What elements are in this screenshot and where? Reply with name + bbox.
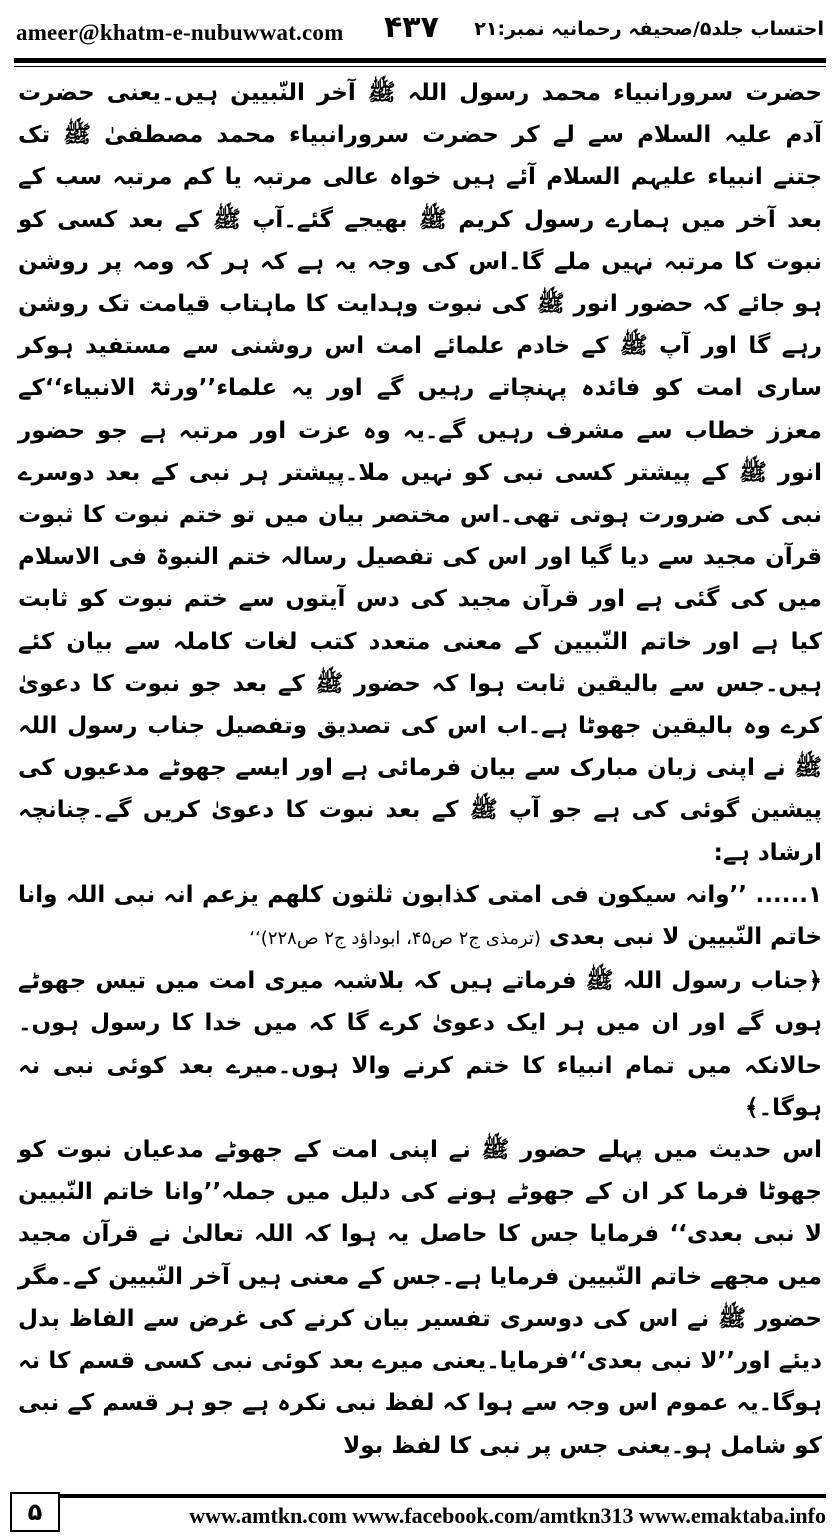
quote-number: ۱...... [755, 881, 822, 908]
header-divider-thin [14, 66, 826, 67]
quote-translation: ﴿جناب رسول اللہ ﷺ فرماتے ہیں کہ بلاشبہ میری امت میں تیس جھوٹے ہوں گے اور ان میں ہر ایک دعویٰ کرے گا کہ میں خدا کا رسول ہوں۔حالانکہ میں تمام انبیاء کا ختم کرنے والا ہوں۔میرے بعد کوئی نبی نہ ہوگا۔﴾ [18, 968, 822, 1121]
closing-paragraph: اس حدیث میں پہلے حضور ﷺ نے اپنی امت کے جھوٹے مدعیان نبوت کو جھوٹا فرما کر ان کے جھوٹے ہونے کی دلیل میں جملہ’’وانا خاتم النّبیین لا نبی بعدی‘‘ فرمایا جس کا حاصل یہ ہوا کہ اللہ تعالیٰ نے قرآن مجید میں مجھے خاتم النّبیین فرمایا ہے۔جس کے معنی ہیں آخر النّبیین کے۔مگر حضور ﷺ نے اس کی دوسری تفسیر بیان کرنے کی غرض سے الفاظ بدل دیئے اور’’لا نبی بعدی‘‘فرمایا۔یعنی میرے بعد کوئی نبی کسی قسم کا نہ ہوگا۔یہ عموم اس وجہ سے ہوا کہ لفظ نبی نکرہ ہے جو ہر قسم کے نبی کو شامل ہو۔یعنی جس پر نبی کا لفظ بولا [18, 1137, 822, 1459]
header-title: احتساب جلد۵/صحیفہ رحمانیہ نمبر:۲۱ [474, 18, 824, 40]
quote-reference: (ترمذی ج۲ ص۴۵، ابوداؤد ج۲ ص۲۲۸)‘‘ [249, 928, 541, 950]
header-divider [14, 58, 826, 63]
quote-arabic: ’’وانہ سیکون فی امتی کذابون ثلثون کلھم یزعم انہ نبی اللہ وانا خاتم النّبیین لا نبی بعدی [18, 881, 822, 951]
header-page-number: ۴۳۷ [384, 10, 439, 45]
main-text [18, 72, 822, 1467]
hadith-quote [18, 874, 822, 960]
footer-links[interactable]: www.amtkn.com www.facebook.com/amtkn313 www.emaktaba.info [189, 1503, 826, 1528]
page-header [12, 8, 828, 56]
paragraph: حضرت سرورانبیاء محمد رسول اللہ ﷺ آخر النّبیین ہیں۔یعنی حضرت آدم علیہ السلام سے لے کر حضرت سرورانبیاء محمد مصطفیٰ ﷺ تک جتنے انبیاء علیہم السلام آئے ہیں خواہ عالی مرتبہ یا کم مرتبہ سب کے بعد آخر میں ہمارے رسول کریم ﷺ بھیجے گئے۔آپ ﷺ کے بعد کسی کو نبوت کا مرتبہ نہیں ملے گا۔اس کی وجہ یہ ہے کہ ہر کہ ومہ پر روشن ہو جائے کہ حضور انور ﷺ کی نبوت وہدایت کا ماہتاب قیامت تک روشن رہے گا اور آپ ﷺ کے خادم علمائے امت اس روشنی سے مستفید ہوکر ساری امت کو فائدہ پہنچاتے رہیں گے اور یہ علماء’’ورثۃ الانبیاء‘‘کے معزز خطاب سے مشرف رہیں گے۔یہ وہ عزت اور مرتبہ ہے جو حضور انور ﷺ کے پیشتر کسی نبی کو نہیں ملا۔پیشتر ہر نبی کے بعد دوسرے نبی کی ضرورت ہوتی تھی۔اس مختصر بیان میں تو ختم نبوت کا ثبوت قرآن مجید سے دیا گیا اور اس کی تفصیل رسالہ ختم النبوۃ فی الاسلام میں کی گئی ہے اور قرآن مجید کی دس آیتوں سے ختم نبوت کو ثابت کیا ہے اور خاتم النّبیین کے معنی متعدد کتب لغات کاملہ سے بیان کئے ہیں۔جس سے بالیقین ثابت ہوا کہ حضور ﷺ کے بعد جو نبوت کا دعویٰ کرے وہ بالیقین جھوٹا ہے۔اب اس کی تصدیق وتفصیل جناب رسول اللہ ﷺ نے اپنی زبان مبارک سے بیان فرمائی ہے اور ایسے جھوٹے مدعیوں کی پیشین گوئی کی ہے جو آپ ﷺ کے بعد نبوت کا دعویٰ کریں گے۔چنانچہ ارشاد ہے: [18, 80, 822, 866]
footer-page-box: ۵ [10, 1492, 60, 1532]
header-email[interactable]: ameer@khatm-e-nubuwwat.com [16, 20, 344, 45]
footer-divider [60, 1494, 826, 1498]
